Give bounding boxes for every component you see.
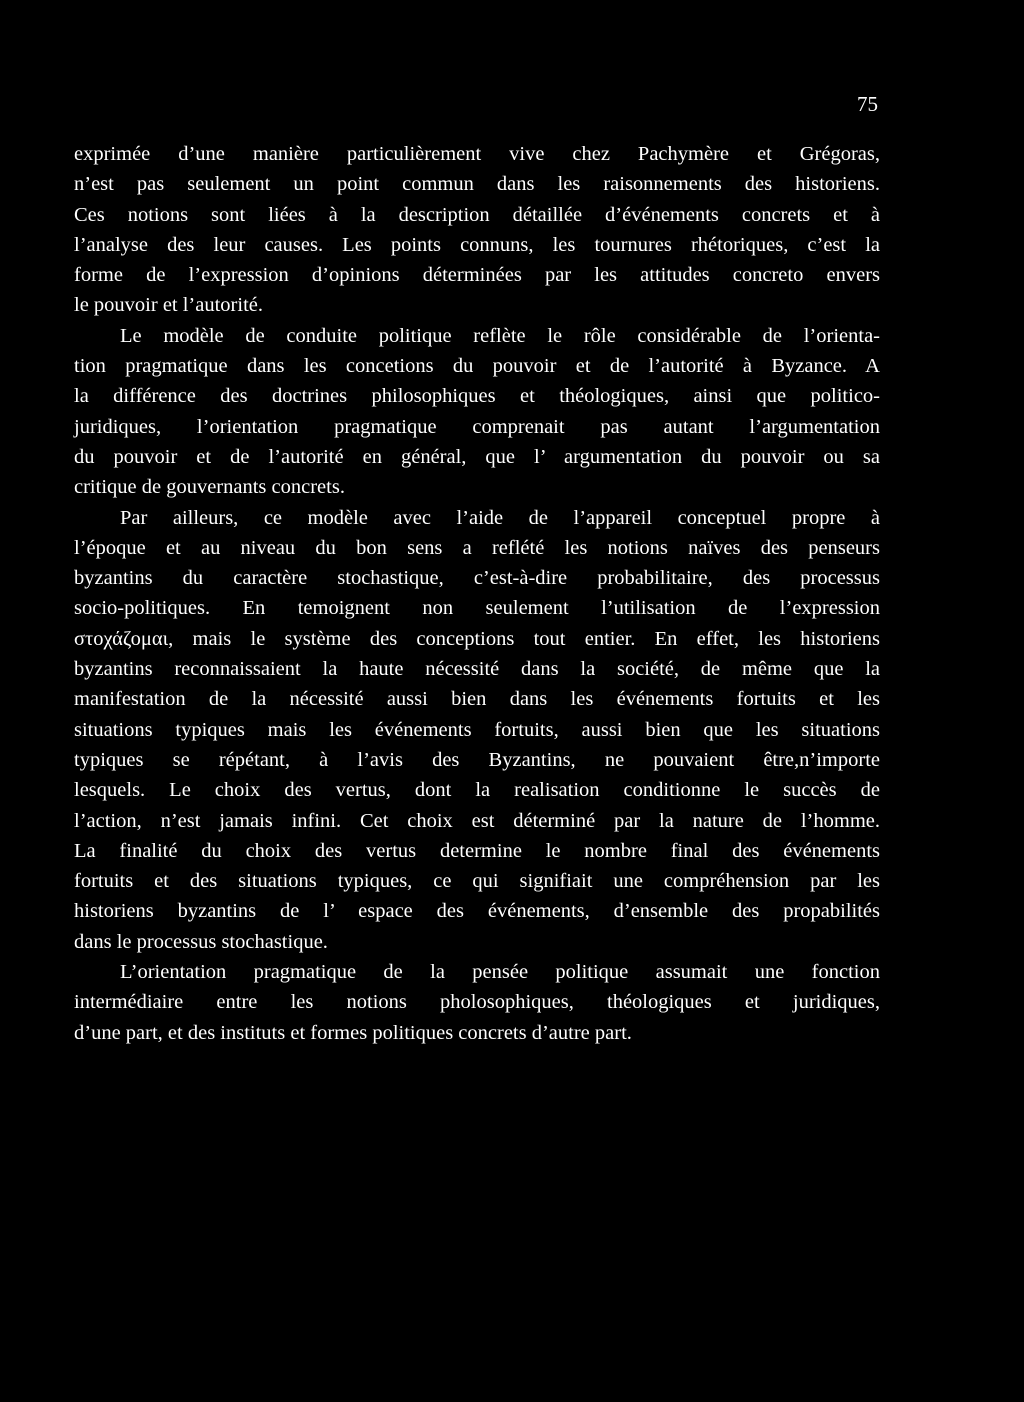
text-line: Ces notions sont liées à la description détaillée d’événements concrets et à <box>74 203 880 226</box>
page-number: 75 <box>857 92 878 116</box>
text-line: situations typiques mais les événements fortuits, aussi bien que les situations <box>74 718 880 741</box>
text-line: intermédiaire entre les notions pholosophiques, théologiques et juridiques, <box>74 991 880 1014</box>
text-line: manifestation de la nécessité aussi bien dans les événements fortuits et les <box>74 688 880 711</box>
text-line: l’analyse des leur causes. Les points connuns, les tournures rhétoriques, c’est la <box>74 233 880 256</box>
text-line: στοχάζομαι, mais le système des conceptions tout entier. En effet, les historiens <box>74 627 880 650</box>
paragraph <box>74 957 880 1048</box>
text-line: l’action, n’est jamais infini. Cet choix est déterminé par la nature de l’homme. <box>74 809 880 832</box>
text-line: Le modèle de conduite politique reflète le rôle considérable de l’orienta- <box>120 324 880 347</box>
text-line: tion pragmatique dans les concetions du pouvoir et de l’autorité à Byzance. A <box>74 355 880 378</box>
text-line: exprimée d’une manière particulièrement vive chez Pachymère et Grégoras, <box>74 143 880 165</box>
text-line: forme de l’expression d’opinions déterminées par les attitudes concreto envers <box>74 264 880 287</box>
text-line: lesquels. Le choix des vertus, dont la realisation conditionne le succès de <box>74 779 880 802</box>
text-line: n’est pas seulement un point commun dans les raisonnements des historiens. <box>74 173 880 196</box>
text-line: d’une part, et des instituts et formes politiques concrets d’autre part. <box>74 1021 632 1044</box>
paragraph <box>74 139 880 321</box>
text-line: fortuits et des situations typiques, ce qui signifiait une compréhension par les <box>74 870 880 893</box>
text-line: Par ailleurs, ce modèle avec l’aide de l’appareil conceptuel propre à <box>120 506 880 529</box>
text-line: du pouvoir et de l’autorité en général, que l’ argumentation du pouvoir ou sa <box>74 445 880 468</box>
text-line: byzantins reconnaissaient la haute nécessité dans la société, de même que la <box>74 658 880 681</box>
body-text <box>74 139 880 1048</box>
text-line: L’orientation pragmatique de la pensée politique assumait une fonction <box>120 961 880 984</box>
text-line: critique de gouvernants concrets. <box>74 476 345 499</box>
text-line: socio-politiques. En temoignent non seulement l’utilisation de l’expression <box>74 597 880 620</box>
text-line: le pouvoir et l’autorité. <box>74 294 263 317</box>
text-line: typiques se répétant, à l’avis des Byzantins, ne pouvaient être,n’importe <box>74 748 880 771</box>
paragraph <box>74 321 880 503</box>
text-line: dans le processus stochastique. <box>74 930 328 953</box>
text-line: historiens byzantins de l’ espace des événements, d’ensemble des propabilités <box>74 900 880 923</box>
text-line: juridiques, l’orientation pragmatique comprenait pas autant l’argumentation <box>74 415 880 438</box>
paragraph <box>74 503 880 957</box>
text-line: byzantins du caractère stochastique, c’est-à-dire probabilitaire, des processus <box>74 567 880 590</box>
text-line: l’époque et au niveau du bon sens a reflété les notions naïves des penseurs <box>74 536 880 559</box>
text-line: la différence des doctrines philosophiques et théologiques, ainsi que politico- <box>74 385 880 408</box>
text-line: La finalité du choix des vertus determine le nombre final des événements <box>74 839 880 862</box>
